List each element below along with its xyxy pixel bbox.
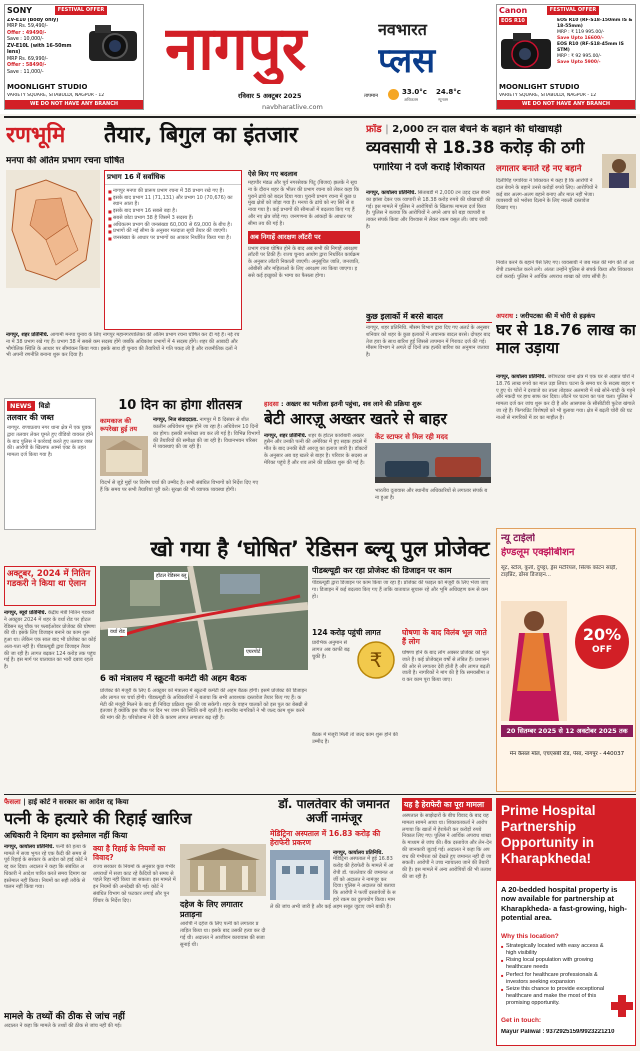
ad-model: EOS R10 bbox=[501, 18, 525, 24]
ad-badge: FESTIVAL OFFER bbox=[547, 6, 599, 15]
discount-label: OFF bbox=[592, 645, 612, 655]
lead-headline: तैयार, बिगुल का इंतजार bbox=[104, 123, 298, 148]
prime-point: ■ Rising local population with growing healthcare needs bbox=[501, 957, 611, 971]
accident-label: हादसा bbox=[264, 400, 279, 408]
verdict-sub: अधिकारी ने दिमाग का इस्तेमाल नहीं किया bbox=[4, 830, 128, 840]
ad-mrp: MRP Rs. 59,490/- bbox=[7, 24, 48, 30]
crime-headline: घर से 18.76 लाख का माल उड़ाया bbox=[496, 321, 636, 357]
news-tag: NEWS bbox=[7, 401, 35, 411]
lead-kicker: रणभूमि bbox=[6, 123, 66, 148]
masthead-title: नागपुर bbox=[165, 14, 307, 84]
rupee-icon bbox=[356, 640, 396, 680]
prime-contact-label: Get in touch: bbox=[501, 1017, 542, 1024]
news-box: NEWS विडो तलवार की जब्त नागपुर. राणाप्रताप नगर थाना क्षेत्र में एक युवक द्वारा तलवार लेकर घूमते हुए वीडियो वायरल होने के बाद पुलिस ने कार्रवाई करते हुए तलवार जब्त की। आरोपी के खिलाफ आर्म्स एक्ट के तहत मामला दर्ज किया गया है। bbox=[4, 398, 96, 530]
map-label: एयरपोर्ट bbox=[246, 649, 261, 655]
prime-point: ■ Seize this chance to provide exceptional healthcare and make the most of this promising opportunity. bbox=[501, 986, 611, 1007]
bridge-story: अक्टूबर, 2024 में नितिन गडकरी ने किया था ऐलान नागपुर, ब्यूरो प्रतिनिधि. केंद्रीय मंत्री नितिन गडकरी ने अक्टूबर 2024 में शहर के वर्धा रोड पर होटल रेडिसन ब्लू चौक पर फ्लाईओवर प्रोजेक्ट की घोषणा की थी। इसके लिए डिजाइन बनाने का काम शुरू हुआ था। लेकिन एक साल बाद भी प्रोजेक्ट का कोई अता-पता नहीं है। पीडब्ल्यूडी द्वारा डिजाइन तैयार की जा रही है। लागत बढ़कर 124 करोड़ तक पहुंच गई है। इस मार्ग पर यातायात का भारी दबाव रहता है। हॉटल रेडिसन ब्लू वर्धा रोड एयरपोर्ट 6 को मंत्रालय में स्क्रूटनी कमेटी की अहम बैठक प्रोजेक्ट की मंजूरी के लिए 6 अक्टूबर को मंत्रालय में स्क्रूटनी कमेटी की अहम बैठक होगी। इसमें प्रोजेक्ट की डिजाइन और लागत पर चर्चा होगी। पीडब्ल्यूडी के अधिकारियों ने बताया कि सभी आवश्यक दस्तावेज तैयार किए गए हैं। कमेटी की मंजूरी मिलने के बाद ही निविदा प्रक्रिया शुरू की जा सकेगी। शहर के वाहन चालकों को इस पुल का बेसब्री से इंतजार है क्योंकि इस चौक पर दिन भर जाम की स्थिति बनी रहती है। स्थानीय नागरिकों ने भी जल्द काम शुरू करने की मांग की है। परियोजना में देरी के कारण लागत लगातार बढ़ रही है। पीडब्ल्यूडी कर रहा प्रोजेक्ट की डिजाइन पर काम पीडब्ल्यूडी द्वारा डिजाइन पर काम किया जा रहा है। प्रोजेक्ट की फाइल को मंजूरी के लिए भेजा जाएगा। डिजाइन में कई बदलाव किए गए हैं ताकि यातायात सुचारू रहे और भूमि अधिग्रहण कम से कम हो। 124 करोड़ पहुंची लागत ₹ प्रारंभिक अनुमान से लागत अब काफी बढ़ चुकी है। घोषणा के बाद विलंब भूल जाते हैं लोग घोषणा होने के बाद लोग अक्सर प्रोजेक्ट को भूल जाते हैं। कई प्रोजेक्ट्स वर्षों से लंबित हैं। प्रशासन की ओर से लगातार देरी होती है और लागत बढ़ती जाती है। नागरिकों ने मांग की है कि समयसीमा तय कर काम पूरा किया जाए। बैठक में मंजूरी मिली तो जल्द काम शुरू होने की उम्मीद है। bbox=[4, 566, 490, 745]
ad-save: Save Upto 5900/- bbox=[557, 60, 601, 66]
ad-store: MOONLIGHT STUDIO bbox=[7, 83, 88, 91]
expo-title: हेण्डलूम एक्झीबीशन bbox=[501, 547, 575, 558]
rain-story: कुछ इलाकों में बरसे बादल नागपुर, शहर प्रतिनिधि. मौसम विभाग द्वारा दिए गए अलर्ट के अनुसार शनिवार को शहर के कुछ इलाकों में अचानक बादल बरसे। दोपहर बाद तेज हवा के साथ बारिश हुई जिससे तापमान में गिरावट दर्ज की गई। मौसम विभाग ने अगले दो दिनों तक हल्की बारिश का अनुमान जताया है। bbox=[366, 312, 491, 358]
verdict-side: क्या है रिहाई के नियमों का विवाद? bbox=[93, 843, 166, 862]
doctor-side-head: यह है हेराफेरी का पूरा मामला bbox=[402, 798, 492, 811]
expo-brand: न्यू टाईलो bbox=[501, 533, 536, 544]
prime-point: ■ Strategically located with easy access & high visibility bbox=[501, 943, 611, 957]
ward-map bbox=[6, 170, 100, 288]
lead-story: रणभूमि तैयार, बिगुल का इंतजार मनपा की अंतिम प्रभाग रचना घोषित प्रभाग 16 में सर्वाधिक ■ नागपुर मनपा की प्रारूप प्रभाग रचना में 38 प्रभाग रखे गए हैं। ■ इसके बाद प्रभाग 11 (71,131) और प्रभाग 10 (70,676) का स्थान आता है। ■ इसके बाद प्रभाग 16 सबसे बड़ा है। ■ सबसे छोटा प्रभाग 38 है जिसमें 3 सदस्य हैं। ■ अधिकतम प्रभाग की जनसंख्या 60,000 से 69,000 के बीच है। ■ प्रभागों की नई सीमा के अनुसार मतदाता सूची तैयार की जाएगी। ■ जनसंख्या के आधार पर प्रभागों का आकार निर्धारित किया गया है। ऐसे किए गए बदलाव महापौर मंडळ और पूर्व नगरसेवक पिंटू (बिजय) झलके ने सूचना के दौरान शहर के भीतर की प्रभाग रचना को लेकर कहा कि पुराने ढांचे को बदल दिया गया। पुरानी प्रभाग रचना में कुछ प्रमुख क्षेत्रों को जोड़ा गया है। मनपा के ढांचे को नए सिरे से बनाया गया है। कई प्रभागों की सीमाओं में बदलाव किए गए हैं और नए क्षेत्र जोड़े गए। जनगणना के आंकड़ों के आधार पर सीमा तय की गई है। अब निगाहें आरक्षण लॉटरी पर प्रभाग रचना घोषित होने के बाद अब सभी की निगाहें आरक्षण लॉटरी पर टिकी हैं। राज्य चुनाव आयोग द्वारा निर्धारित कार्यक्रम के अनुसार लॉटरी निकाली जाएगी। अनुसूचित जाति, जनजाति, ओबीसी और महिलाओं के लिए आरक्षण तय किया जाएगा। इससे कई इच्छुकों के भाग्य का फैसला होगा। नागपुर, शहर प्रतिनिधि. आगामी मनपा चुनाव के लिए नागपुर महानगरपालिका की अंतिम प्रभाग रचना घोषित कर दी गई है। नई रचना में 38 प्रभाग रखे गए हैं। प्रभाग 38 में सबसे कम सदस्य होंगे जबकि अधिकांश प्रभागों में 4 सदस्य होंगे। शहर की आबादी और भौगोलिक स्थिति के आधार पर सीमांकन किया गया। इसके साथ ही चुनाव की तैयारियों ने गति पकड़ ली है और राजनीतिक दलों ने भी अपनी रणनीति बनाना शुरू कर दिया है। bbox=[4, 122, 360, 392]
lead-sub: मनपा की अंतिम प्रभाग रचना घोषित bbox=[6, 156, 125, 166]
medical-cross-icon bbox=[611, 995, 633, 1017]
prime-body: A 20-bedded hospital property is now available for partnership at Kharapkheda- a fast-growing, high-potential area. bbox=[501, 885, 627, 923]
verdict-kicker: हाई कोर्ट ने सरकार का आदेश रद्द किया bbox=[28, 798, 129, 806]
fraud-photo bbox=[602, 154, 636, 188]
prime-contact[interactable]: Mayur Paliwal : 9372925159/9923221210 bbox=[501, 1029, 615, 1035]
court-photo bbox=[180, 844, 266, 896]
discount-value: 20% bbox=[582, 625, 622, 644]
sun-icon bbox=[388, 89, 399, 100]
prime-headline: Prime Hospital Partnership Opportunity in Kharapkheda! bbox=[497, 799, 635, 881]
masthead-date: रविवार 5 अक्टूबर 2025 bbox=[238, 92, 302, 100]
prime-why: Why this location? bbox=[501, 933, 559, 940]
map-label: वर्धा रोड bbox=[110, 629, 125, 635]
winter-headline: 10 दिन का होगा शीतसत्र bbox=[118, 398, 242, 413]
ad-address: VARIETY SQUARE, SITABULDI, NAGPUR - 12 bbox=[499, 93, 597, 98]
bridge-map bbox=[100, 566, 308, 670]
accident-kicker: अख्तर का भतीजा इतनी पहुंचा, शव लाने की प्रक्रिया शुरू bbox=[285, 400, 422, 408]
ad-tagline: WE DO NOT HAVE ANY BRANCH bbox=[497, 100, 635, 109]
accident-photo bbox=[375, 443, 491, 483]
accident-sub: केंट स्टाफर से मिल रही मदद bbox=[375, 432, 448, 441]
ad-store: MOONLIGHT STUDIO bbox=[499, 83, 580, 91]
ad-line: ZV-E10 (Body only) bbox=[7, 18, 59, 23]
ad-brand: SONY bbox=[7, 6, 33, 15]
ad-line: ZV-E10L (with 16-50mm lens) bbox=[7, 43, 72, 56]
ad-save: Save : 11,000/- bbox=[7, 69, 44, 75]
rain-headline: कुछ इलाकों में बरसे बादल bbox=[366, 312, 492, 323]
verdict-bottom: मामले के तथ्यों की ठीक से जांच नहीं bbox=[4, 1011, 125, 1022]
reservation-head: अब निगाहें आरक्षण लॉटरी पर bbox=[248, 231, 360, 243]
ward-box: प्रभाग 16 में सर्वाधिक ■ नागपुर मनपा की प्रारूप प्रभाग रचना में 38 प्रभाग रखे गए हैं। ■ इसके बाद प्रभाग 11 (71,131) और प्रभाग 10 (70,676) का स्थान आता है। ■ इसके बाद प्रभाग 16 सबसे बड़ा है। ■ सबसे छोटा प्रभाग 38 है जिसमें 3 सदस्य हैं। ■ अधिकतम प्रभाग की जनसंख्या 60,000 से 69,000 के बीच है। ■ प्रभागों की नई सीमा के अनुसार मतदाता सूची तैयार की जाएगी। ■ जनसंख्या के आधार पर प्रभागों का आकार निर्धारित किया गया है। bbox=[104, 170, 242, 330]
winter-kicker: कामकाज की रूपरेखा हुई तय bbox=[100, 417, 138, 434]
lead-byline: नागपुर, शहर प्रतिनिधि. bbox=[6, 332, 49, 338]
ad-sony[interactable] bbox=[4, 4, 144, 110]
lead-side-head: ऐसे किए गए बदलाव bbox=[248, 170, 298, 178]
verdict-dowry: दहेज के लिए लगातार प्रताड़ना bbox=[180, 900, 243, 919]
ad-mrp: MRP Rs. 69,990/- bbox=[7, 56, 48, 62]
expo-ad[interactable] bbox=[496, 528, 636, 792]
fraud-label: फ्रॉड bbox=[366, 124, 382, 135]
fraud-headline2: व्यवसायी से 18.38 करोड़ की ठगी bbox=[366, 138, 585, 157]
bridge-cost: 124 करोड़ पहुंची लागत bbox=[312, 628, 381, 637]
prime-point: ■ Perfect for healthcare professionals & investors seeking expansion bbox=[501, 972, 611, 986]
ad-tagline: WE DO NOT HAVE ANY BRANCH bbox=[5, 100, 143, 109]
temp-min: 24.8°c bbox=[436, 88, 461, 96]
svg-text:₹: ₹ bbox=[369, 648, 383, 672]
ad-brand: Canon bbox=[499, 6, 528, 15]
ad-canon[interactable] bbox=[496, 4, 636, 110]
news-headline: तलवार की जब्त bbox=[7, 413, 54, 423]
ad-save: Save : 10,000/- bbox=[7, 37, 44, 43]
fraud-story: फ्रॉड | 2,000 टन दाल बेचने के बहाने की धोखाधड़ी व्यवसायी से 18.38 करोड़ की ठगी पगारिया ने दर्ज कराई शिकायत लगातार बनाते रहे नए बहाने दिलीपिंह पगारिया ने शिकायत में कहा है कि आरोपी ने दाल बेचने के बहाने उनसे करोड़ों रुपये लिए। आरोपियों ने कई बार अलग-अलग बहाने बनाए और माल नहीं भेजा। व्यवसायी को भरोसा दिलाने के लिए नकली दस्तावेज दिखाए गए। नागपुर, कार्यालय प्रतिनिधि. सिताबर्डी में 2,000 टन उड़द दाल बेचने का झांसा देकर एक व्यापारी से 18.38 करोड़ रुपये की धोखाधड़ी की गई। इस मामले में पुलिस ने आरोपियों के खिलाफ मामला दर्ज किया है। पुलिस ने बताया कि आरोपियों ने अपने आप को बड़ा व्यापारी बताकर संपर्क किया और विश्वास में लेकर रकम वसूल ली। जांच जारी है। निर्यात करने के बहाने पैसे लिए गए। व्यवसायी ने जब माल की मांग की तो आरोपी टालमटोल करने लगे। अंततः उन्होंने पुलिस से संपर्क किया और शिकायत दर्ज कराई। पुलिस ने आर्थिक अपराध शाखा को जांच सौंपी है। bbox=[366, 124, 635, 280]
prime-hospital-ad[interactable] bbox=[496, 798, 636, 1046]
masthead bbox=[0, 0, 640, 114]
bridge-headline: खो गया है ‘घोषित’ रेडिसन ब्ल्यू पुल प्रोजेक्ट bbox=[150, 537, 490, 561]
expo-dates: 20 सितम्बर 2025 से 12 अक्टोबर 2025 तक bbox=[501, 725, 633, 737]
ad-badge: FESTIVAL OFFER bbox=[55, 6, 107, 15]
temp-max-label: अधिकतम bbox=[404, 97, 419, 102]
camera-image bbox=[85, 19, 141, 69]
accident-story: हादसा : अख्तर का भतीजा इतनी पहुंचा, शव लाने की प्रक्रिया शुरू बेटी आरज़ू अख्तर खतरे से बाहर नागपुर, शहर प्रतिनिधि. शहर के होटल कारोबारी अख्तर हुसैन और उनकी पत्नी की अमेरिका में हुए सड़क हादसे में मौत के बाद उनकी बेटी आरज़ू का इलाज जारी है। डॉक्टरों के अनुसार अब वह खतरे से बाहर है। परिवार के सदस्य अमेरिका पहुंचे हैं और शव लाने की प्रक्रिया शुरू की गई है। केंट स्टाफर से मिल रही मदद भारतीय दूतावास और स्थानीय अधिकारियों से लगातार संपर्क बना हुआ है। bbox=[264, 400, 492, 530]
ward-box-title: प्रभाग 16 में सर्वाधिक bbox=[105, 171, 241, 185]
ad-line: EOS R10 (RF-S18-150mm IS & 18-55mm) bbox=[557, 18, 633, 30]
doctor-sub: मेडिट्रिना अस्पताल में 16.83 करोड़ की हेराफेरी प्रकरण bbox=[270, 828, 381, 847]
news-video: विडो bbox=[38, 401, 50, 410]
temp-min-label: न्यूनतम bbox=[438, 97, 449, 102]
temp-label: तापमान bbox=[364, 93, 379, 99]
expo-items: सूट, स्टोल, कुर्ता, दुपट्टा, ड्रेस मटेरियल, सिल्क कॉटन साड़ी, टाइप्रिंट, ढोसा डिजाइन... bbox=[501, 565, 618, 579]
bridge-meeting: 6 को मंत्रालय में स्क्रूटनी कमेटी की अहम बैठक bbox=[100, 674, 247, 684]
verdict-story: फैसला | हाई कोर्ट ने सरकार का आदेश रद्द किया पत्नी के हत्यारे की रिहाई खारिज अधिकारी ने दिमाग का इस्तेमाल नहीं किया नागपुर, कार्यालय प्रतिनिधि. पत्नी की हत्या के मामले में सजा भुगत रहे एक कैदी की समय से पूर्व रिहाई के सरकार के आदेश को हाई कोर्ट ने रद्द कर दिया। अदालत ने कहा कि संबंधित अधिकारी ने आदेश पारित करते समय दिमाग का इस्तेमाल नहीं किया। नियमों का सही तरीके से पालन नहीं किया गया। क्या है रिहाई के नियमों का विवाद? राज्य सरकार के नियमों के अनुसार कुछ गंभीर अपराधों में सजा काट रहे कैदियों को समय से पहले रिहा नहीं किया जा सकता। इस मामले में इन नियमों की अनदेखी की गई। कोर्ट ने संबंधित विभाग को फटकार लगाई और पुनर्विचार के निर्देश दिए। दहेज के लिए लगातार प्रताड़ना आरोपी ने दहेज के लिए पत्नी को लगातार प्रताड़ित किया था। इसके बाद उसकी हत्या कर दी गई थी। अदालत ने आजीवन कारावास की सजा सुनाई थी। मामले के तथ्यों की ठीक से जांच नहीं अदालत ने कहा कि मामले के तथ्यों की ठीक से जांच नहीं की गई। bbox=[4, 798, 266, 1029]
accident-headline: बेटी आरज़ू अख्तर खतरे से बाहर bbox=[264, 410, 447, 429]
ad-save: Save Upto 16600/- bbox=[557, 36, 604, 42]
bridge-date-box: अक्टूबर, 2024 में नितिन गडकरी ने किया था ऐलान bbox=[4, 566, 96, 606]
crime-body: नागपुर, कार्यालय प्रतिनिधि. जरीपटका थाना क्षेत्र में एक घर से अज्ञात चोरों ने 18.76 लाख रुपये का माल उड़ा लिया। घटना के समय घर के सदस्य बाहर गए हुए थे। चोरों ने दरवाजे का ताला तोड़कर अलमारी में रखे सोने-चांदी के गहने और नकदी पर हाथ साफ कर दिया। लौटने पर घटना का पता चला। पुलिस ने मामला दर्ज कर जांच शुरू कर दी है और आसपास के सीसीटीवी फुटेज खंगाले जा रहे हैं। फिंगरप्रिंट विशेषज्ञों को भी बुलाया गया। क्षेत्र में बढ़ती चोरी की घटनाओं से नागरिकों में डर का माहौल है। bbox=[496, 374, 635, 421]
fraud-sub: पगारिया ने दर्ज कराई शिकायत bbox=[373, 162, 485, 173]
discount-badge bbox=[575, 615, 629, 669]
doctor-side: यह है हेराफेरी का पूरा मामला अस्पताल के साझेदारों के बीच विवाद के बाद यह मामला सामने आया था। शिकायतकर्ता ने आरोप लगाया कि खातों में हेराफेरी कर करोड़ों रुपये निकाल लिए गए। पुलिस ने आर्थिक अपराध शाखा के माध्यम से जांच की। बैंक दस्तावेज और लेन-देन की जानकारी जुटाई गई। अदालत ने कहा कि अपराध की गंभीरता को देखते हुए जमानत नहीं दी जा सकती। आरोपी ने उच्च न्यायालय जाने की तैयारी की है। इस मामले में अन्य आरोपियों की भी तलाश की जा रही है। bbox=[402, 800, 492, 880]
expo-venue: मेन कैसल मॉल, एचएसबी रोड, पेंसा, नागपुर - 440037 bbox=[509, 751, 625, 757]
winter-story: 10 दिन का होगा शीतसत्र कामकाज की रूपरेखा हुई तय नागपुर, निज संवाददाता. नागपुर में 8 दिसंबर से शीतकालीन अधिवेशन शुरू होने जा रहा है। अधिवेशन 10 दिनों का होगा। इसकी रूपरेखा तय कर ली गई है। विभिन्न विभागों की तैयारियों की समीक्षा की जा रही है। विधानभवन परिसर में व्यवस्थाएं की जा रही हैं। विदर्भ से जुड़े मुद्दों पर विशेष चर्चा की उम्मीद है। सभी संबंधित विभागों को निर्देश दिए गए हैं कि समय पर सभी तैयारियां पूरी करें। सुरक्षा की भी व्यापक व्यवस्था होगी। bbox=[100, 398, 260, 493]
fraud-headline1: 2,000 टन दाल बेचने के बहाने की धोखाधड़ी bbox=[392, 124, 562, 135]
verdict-label: फैसला bbox=[4, 798, 21, 806]
doctor-story: डॉ. पालतेवार की जमानत अर्जी नामंजूर मेडिट्रिना अस्पताल में 16.83 करोड़ की हेराफेरी प्रकरण नागपुर, कार्यालय प्रतिनिधि. मेडिट्रिना अस्पताल में हुई 16.83 करोड़ की हेराफेरी के मामले में आरोपी डॉ. पालतेवार की जमानत अर्जी को अदालत ने नामंजूर कर दिया। पुलिस ने अदालत को बताया कि आरोपी ने फर्जी दस्तावेजों के सहारे रकम का दुरुपयोग किया। मामले की जांच अभी जारी है और कई अहम सबूत जुटाए जाने बाकी हैं। bbox=[270, 798, 398, 1048]
temperature bbox=[364, 88, 474, 106]
ad-offer: Offer : 49490/- bbox=[7, 30, 47, 36]
ad-mrp: MRP : ₹ 119 995.00/- bbox=[557, 30, 605, 36]
brand-bottom: प्लस bbox=[378, 42, 436, 80]
ad-mrp: MRP : ₹ 92 995.00/- bbox=[557, 54, 602, 60]
masthead-website: navbharatlive.com bbox=[262, 103, 323, 111]
hospital-photo bbox=[270, 850, 330, 900]
ad-address: VARIETY SQUARE, SITABULDI, NAGPUR - 12 bbox=[7, 93, 105, 98]
bridge-pwd: पीडब्ल्यूडी कर रहा प्रोजेक्ट की डिजाइन पर काम bbox=[312, 566, 490, 579]
masthead-rule bbox=[4, 116, 636, 118]
crime-story: अपराध : जरीपटका की में चोरी से हड़कंप घर से 18.76 लाख का माल उड़ाया bbox=[496, 312, 636, 357]
temp-max: 33.0°c bbox=[402, 88, 427, 96]
ad-offer: Offer : 58490/- bbox=[7, 63, 47, 69]
vidhan-bhavan-photo bbox=[100, 436, 148, 476]
crime-kicker: जरीपटका की में चोरी से हड़कंप bbox=[520, 312, 595, 320]
saree-model-photo bbox=[501, 601, 567, 721]
brand-top: नवभारत bbox=[378, 20, 427, 39]
verdict-headline: पत्नी के हत्यारे की रिहाई खारिज bbox=[4, 808, 192, 828]
map-label: हॉटल रेडिसन ब्लू bbox=[156, 573, 187, 579]
fraud-side-head: लगातार बनाते रहे नए बहाने bbox=[496, 164, 582, 174]
crime-label: अपराध bbox=[496, 312, 513, 320]
section-rule bbox=[4, 794, 636, 795]
camera-image bbox=[499, 29, 553, 75]
ad-line: EOS R10 (RF-S18-45mm IS STM) bbox=[557, 42, 624, 54]
doctor-headline: डॉ. पालतेवार की जमानत अर्जी नामंजूर bbox=[278, 798, 390, 825]
bridge-announce: घोषणा के बाद विलंब भूल जाते हैं लोग bbox=[402, 628, 487, 647]
